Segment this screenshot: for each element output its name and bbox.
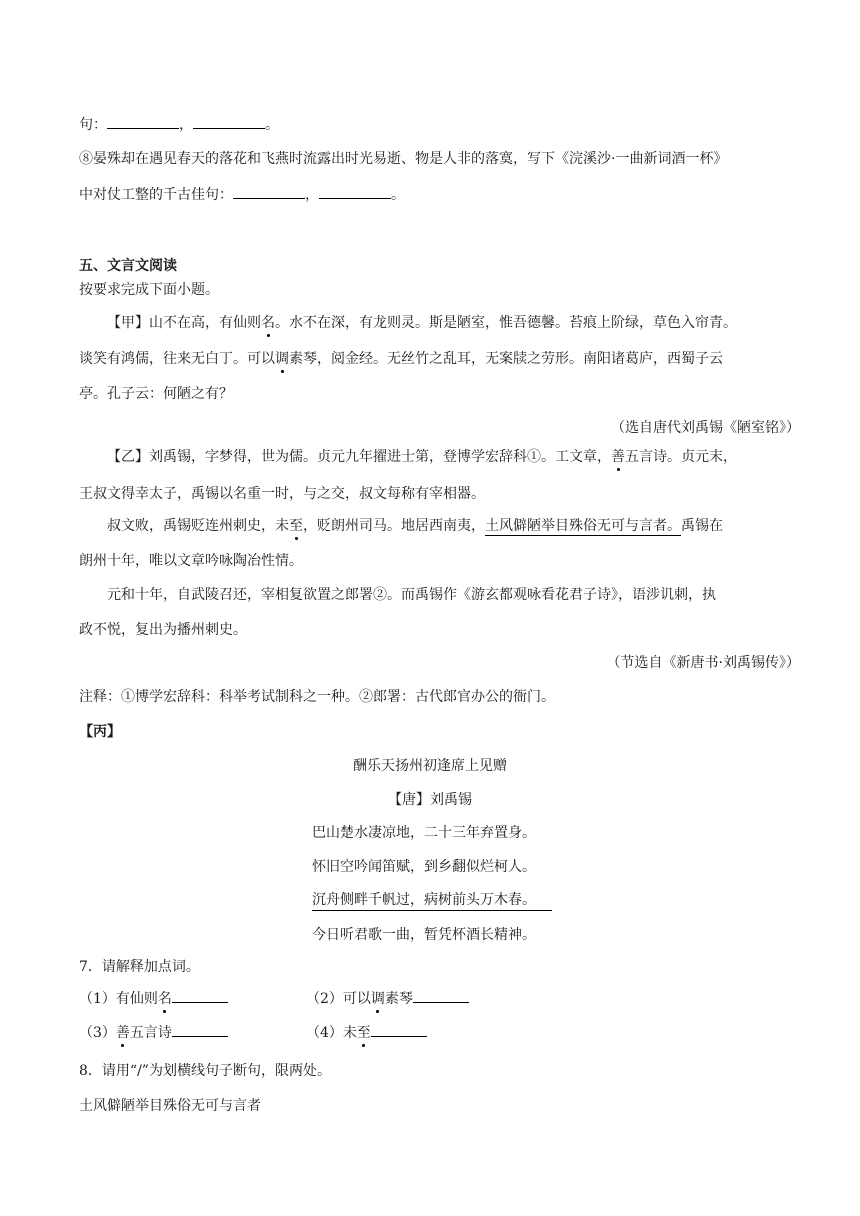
text: ， xyxy=(179,117,193,133)
text: 叔文败，禹锡贬连州刺史，未 xyxy=(107,518,289,534)
jia-line-2 xyxy=(79,349,723,369)
text: ， xyxy=(305,187,319,203)
text: 句： xyxy=(79,117,107,133)
q8-stem: 8．请用“/”为划横线句子断句，限两处。 xyxy=(79,1063,331,1079)
jia-line-1 xyxy=(107,313,737,333)
poem-author: 【唐】刘禹锡 xyxy=(388,792,472,808)
yi-line-2: 王叔文得幸太子，禹锡以名重一时，与之交，叔文每称有宰相器。 xyxy=(79,486,485,502)
text: 素琴，阅金经。无丝竹之乱耳，无案牍之劳形。南阳诸葛庐，西蜀子云 xyxy=(289,351,723,367)
bing-label: 【丙】 xyxy=(79,724,121,740)
answer-blank[interactable] xyxy=(172,988,228,1003)
yi-line-3 xyxy=(107,516,723,536)
yi-note: 注释：①博学宏辞科：科举考试制科之一种。②郎署：古代郎官办公的衙门。 xyxy=(79,689,555,705)
answer-blank[interactable] xyxy=(193,114,265,129)
dotted-word: 至 xyxy=(356,1025,371,1041)
dotted-word: 善 xyxy=(611,449,625,465)
text: 。 xyxy=(265,117,279,133)
section-title: 五、文言文阅读 xyxy=(79,258,177,274)
q7-item-4 xyxy=(306,1022,427,1043)
poem-title: 酬乐天扬州初逢席上见赠 xyxy=(353,758,507,774)
q7-item-3 xyxy=(79,1022,228,1043)
text: （1）有仙则 xyxy=(79,991,158,1007)
q7-item-1 xyxy=(79,988,228,1009)
answer-blank[interactable] xyxy=(107,114,179,129)
poem-line-1: 巴山楚水凄凉地，二十三年弃置身。 xyxy=(312,825,536,841)
yi-source: （节选自《新唐书·刘禹锡传》） xyxy=(606,655,800,671)
text: （2）可以 xyxy=(306,991,371,1007)
q8-sentence: 土风僻陋举目殊俗无可与言者 xyxy=(79,1098,261,1114)
text: 五言诗 xyxy=(129,1025,172,1041)
dotted-word: 善 xyxy=(115,1025,130,1041)
jia-source: （选自唐代刘禹锡《陋室铭》） xyxy=(611,420,800,436)
dotted-word: 名 xyxy=(261,315,275,331)
text: ，贬朗州司马。地居西南夷， xyxy=(303,518,485,534)
dotted-word: 调 xyxy=(275,351,289,367)
text: 五言诗。贞元末， xyxy=(625,449,737,465)
text: 。水不在深，有龙则灵。斯是陋室，惟吾德馨。苔痕上阶绿，草色入帘青。 xyxy=(275,315,737,331)
yi-line-1 xyxy=(107,447,737,467)
text: 素琴 xyxy=(384,991,413,1007)
poem-line-3-underlined: 沉舟侧畔千帆过，病树前头万木春。 xyxy=(312,890,552,911)
underlined-sentence: 土风僻陋举目殊俗无可与言者。 xyxy=(485,518,681,534)
q7-item-2 xyxy=(306,988,469,1009)
section-instruction: 按要求完成下面小题。 xyxy=(79,282,219,298)
text: 中对仗工整的千古佳句： xyxy=(79,187,233,203)
answer-blank[interactable] xyxy=(413,988,469,1003)
text: 【乙】刘禹锡，字梦得，世为儒。贞元九年擢进士第，登博学宏辞科①。工文章， xyxy=(107,449,611,465)
dotted-word: 至 xyxy=(289,518,303,534)
dotted-word: 名 xyxy=(157,991,172,1007)
text: 禹锡在 xyxy=(681,518,723,534)
poem-line-2: 怀旧空吟闻笛赋，到乡翻似烂柯人。 xyxy=(312,859,536,875)
q6-item-8: ⑧晏殊却在遇见春天的落花和飞燕时流露出时光易逝、物是人非的落寞，写下《浣溪沙·一曲新词酒一杯》 xyxy=(79,151,728,167)
q6-line-1 xyxy=(79,114,279,135)
text: 谈笑有鸿儒，往来无白丁。可以 xyxy=(79,351,275,367)
text: （3） xyxy=(79,1025,116,1041)
jia-line-3: 亭。孔子云：何陋之有？ xyxy=(79,386,233,402)
q7-stem: 7．请解释加点词。 xyxy=(79,959,200,975)
q6-item-8-cont xyxy=(79,184,405,205)
answer-blank[interactable] xyxy=(371,1022,427,1037)
yi-line-6: 政不悦，复出为播州刺史。 xyxy=(79,622,247,638)
yi-line-5: 元和十年，自武陵召还，宰相复欲置之郎署②。而禹锡作《游玄都观咏看花君子诗》，语涉讥刺，执 xyxy=(107,587,716,603)
answer-blank[interactable] xyxy=(172,1022,228,1037)
text: 【甲】山不在高，有仙则 xyxy=(107,315,261,331)
dotted-word: 调 xyxy=(370,991,385,1007)
text: （4）未 xyxy=(306,1025,357,1041)
poem-line-4: 今日听君歌一曲，暂凭杯酒长精神。 xyxy=(312,927,536,943)
answer-blank[interactable] xyxy=(233,184,305,199)
answer-blank[interactable] xyxy=(319,184,391,199)
text: 。 xyxy=(391,187,405,203)
yi-line-4: 朗州十年，唯以文章吟咏陶冶性情。 xyxy=(79,553,303,569)
